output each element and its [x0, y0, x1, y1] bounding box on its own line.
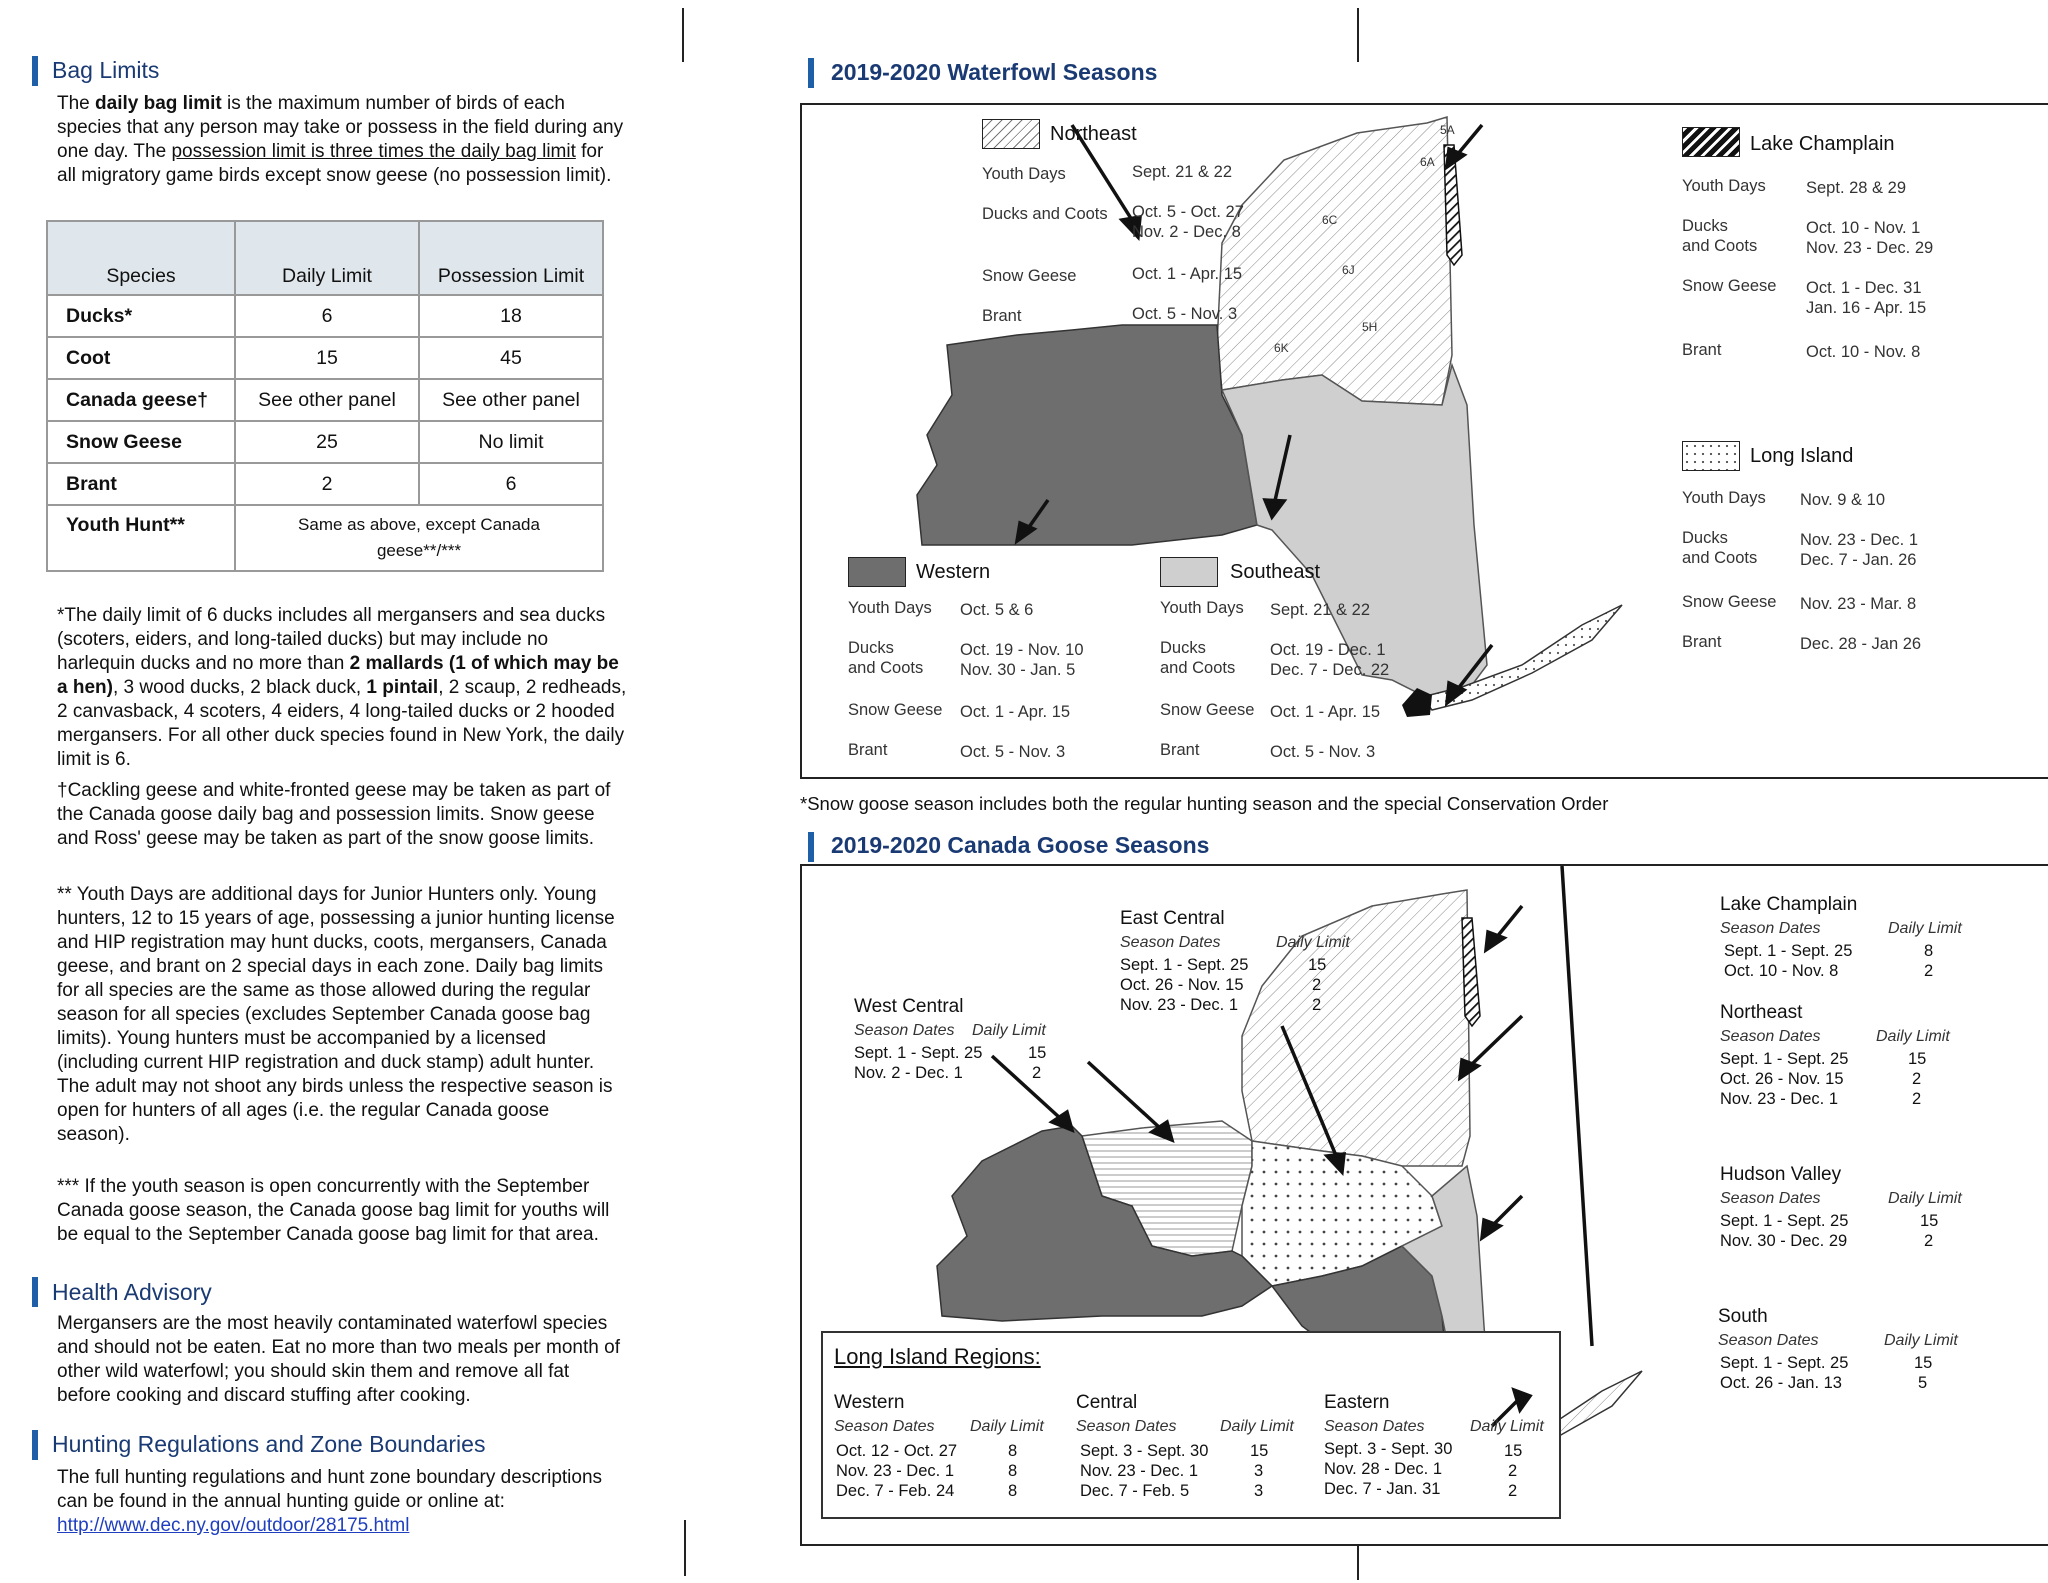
- ne-dates: Sept. 1 - Sept. 25: [1720, 1050, 1849, 1068]
- regs-paragraph: The full hunting regulations and hunt zone boundary descriptions can be found in the annual hunting guide or online at:: [57, 1467, 603, 1512]
- intro-bold: daily bag limit: [95, 93, 222, 114]
- fn-text: †Cackling geese and white-fronted geese may be taken as part of the Canada goose daily bag and possession limits. Snow geese and Ross' geese may be taken as part of the snow goose limits.: [57, 780, 611, 849]
- wc-dates: Sept. 1 - Sept. 25: [854, 1044, 983, 1062]
- waterfowl-title: 2019-2020 Waterfowl Seasons: [831, 59, 1158, 85]
- lake-champlain-swatch: [1682, 127, 1740, 157]
- li-c-limit: 15: [1250, 1442, 1269, 1460]
- li-e-dates: Sept. 3 - Sept. 30: [1324, 1440, 1453, 1458]
- lc-dates: Oct. 10 - Nov. 8: [1724, 962, 1839, 980]
- wc-limit: 2: [1032, 1064, 1042, 1082]
- goose-map: [800, 864, 2048, 1546]
- table-header: Species: [47, 221, 235, 295]
- species-cell: Canada geese†: [47, 379, 235, 421]
- li-e-dates: Dec. 7 - Jan. 31: [1324, 1480, 1441, 1498]
- ec-limit: 15: [1308, 956, 1327, 974]
- legend-label: Youth Days: [848, 599, 932, 617]
- col-limit-label: Daily Limit: [1876, 1028, 1950, 1045]
- legend-label: Youth Days: [982, 165, 1066, 183]
- western-legend-title: Western: [916, 561, 991, 583]
- footnote-september: [57, 1175, 627, 1247]
- fn-text: , 2 scaup, 2 redheads, 2 canvasback, 4 scoters, 4 eiders, 4 long-tailed ducks or 2 hooded mergansers. For all other duck species found in New York, the daily limit is 6.: [57, 677, 627, 770]
- bag-limits-intro: [57, 92, 627, 188]
- legend-label: and Coots: [848, 659, 924, 677]
- table-header-row: [47, 221, 603, 295]
- li-central-title: Central: [1076, 1392, 1138, 1413]
- legend-value: Dec. 7 - Dec. 22: [1270, 661, 1390, 679]
- waterfowl-map: [800, 103, 2048, 779]
- legend-value: Nov. 23 - Dec. 1: [1800, 531, 1918, 549]
- hudson-valley-title: Hudson Valley: [1720, 1164, 1842, 1185]
- wc-limit: 15: [1028, 1044, 1047, 1062]
- hv-dates: Nov. 30 - Dec. 29: [1720, 1232, 1848, 1250]
- li-w-limit: 8: [1008, 1442, 1018, 1460]
- regs-link[interactable]: http://www.dec.ny.gov/outdoor/28175.html: [57, 1515, 410, 1536]
- table-row: [47, 421, 603, 463]
- fn-bold: 2 mallards (1 of which may be a hen): [57, 653, 619, 698]
- li-e-limit: 2: [1508, 1462, 1518, 1480]
- legend-value: Oct. 5 - Nov. 3: [960, 743, 1066, 761]
- legend-label: Brant: [1682, 341, 1722, 359]
- waterfowl-bar: [808, 58, 814, 88]
- legend-label: Youth Days: [1160, 599, 1244, 617]
- ec-dates: Oct. 26 - Nov. 15: [1120, 976, 1244, 994]
- legend-label: Snow Geese: [848, 701, 943, 719]
- northeast-swatch: [982, 119, 1040, 149]
- west-central-title: West Central: [854, 996, 964, 1017]
- southeast-legend-title: Southeast: [1230, 561, 1321, 583]
- lc-limit: 2: [1924, 962, 1934, 980]
- legend-value: Oct. 5 - Nov. 3: [1270, 743, 1376, 761]
- possession-cell: No limit: [419, 421, 603, 463]
- fn-bold: 1 pintail: [366, 677, 439, 698]
- legend-value: Oct. 5 - Oct. 27: [1132, 203, 1244, 221]
- regs-text: [57, 1466, 627, 1538]
- legend-label: and Coots: [1682, 549, 1758, 567]
- col-dates-label: Season Dates: [1718, 1332, 1819, 1349]
- south-title: South: [1718, 1306, 1768, 1327]
- legend-label: Ducks: [1682, 529, 1728, 547]
- table-header: Possession Limit: [419, 221, 603, 295]
- col-limit-label: Daily Limit: [1470, 1418, 1544, 1435]
- ne-limit: 15: [1908, 1050, 1927, 1068]
- legend-label: Ducks and Coots: [982, 205, 1108, 223]
- long-island-legend-title: Long Island: [1750, 445, 1854, 467]
- li-eastern-title: Eastern: [1324, 1392, 1390, 1413]
- legend-label: Snow Geese: [1682, 277, 1777, 295]
- legend-value: Sept. 28 & 29: [1806, 179, 1906, 197]
- legend-value: Sept. 21 & 22: [1132, 163, 1232, 181]
- col-limit-label: Daily Limit: [970, 1418, 1044, 1435]
- possession-cell: 18: [419, 295, 603, 337]
- legend-label: and Coots: [1160, 659, 1236, 677]
- legend-value: Oct. 19 - Nov. 10: [960, 641, 1084, 659]
- daily-cell: See other panel: [235, 379, 419, 421]
- ec-dates: Sept. 1 - Sept. 25: [1120, 956, 1249, 974]
- bag-limits-table: [46, 220, 604, 572]
- legend-label: and Coots: [1682, 237, 1758, 255]
- footnote-cackling: [57, 779, 627, 851]
- fn-text: *The daily limit of 6 ducks includes all mergansers and sea ducks (scoters, eiders, and long-tailed ducks) but may include no harlequin ducks and no more than: [57, 605, 606, 674]
- hv-dates: Sept. 1 - Sept. 25: [1720, 1212, 1849, 1230]
- bag-limits-title: Bag Limits: [52, 57, 160, 83]
- col-dates-label: Season Dates: [1720, 1190, 1821, 1207]
- daily-cell: 25: [235, 421, 419, 463]
- species-cell: Brant: [47, 463, 235, 505]
- zone-code: 5H: [1362, 320, 1378, 334]
- legend-value: Dec. 7 - Jan. 26: [1800, 551, 1917, 569]
- hv-limit: 2: [1924, 1232, 1934, 1250]
- col-dates-label: Season Dates: [1120, 934, 1221, 951]
- northeast-legend-title: Northeast: [1050, 123, 1137, 145]
- legend-value: Dec. 28 - Jan 26: [1800, 635, 1922, 653]
- li-c-dates: Nov. 23 - Dec. 1: [1080, 1462, 1198, 1480]
- daily-cell: 2: [235, 463, 419, 505]
- li-c-dates: Dec. 7 - Feb. 5: [1080, 1482, 1190, 1500]
- fold-mark-top-left: [682, 8, 684, 62]
- ec-limit: 2: [1312, 996, 1322, 1014]
- south-dates: Sept. 1 - Sept. 25: [1720, 1354, 1849, 1372]
- col-dates-label: Season Dates: [854, 1022, 955, 1039]
- daily-cell: 15: [235, 337, 419, 379]
- table-row: [47, 379, 603, 421]
- goose-zone-northeast: [1242, 890, 1470, 1166]
- long-island-regions-title: Long Island Regions:: [834, 1344, 1041, 1369]
- col-dates-label: Season Dates: [1720, 920, 1821, 937]
- li-e-limit: 2: [1508, 1482, 1518, 1500]
- col-limit-label: Daily Limit: [1276, 934, 1350, 951]
- possession-cell: 45: [419, 337, 603, 379]
- legend-value: Jan. 16 - Apr. 15: [1806, 299, 1927, 317]
- zone-northeast: [1217, 117, 1452, 405]
- li-c-dates: Sept. 3 - Sept. 30: [1080, 1442, 1209, 1460]
- col-limit-label: Daily Limit: [1888, 920, 1962, 937]
- legend-label: Brant: [1160, 741, 1200, 759]
- legend-value: Oct. 19 - Dec. 1: [1270, 641, 1386, 659]
- col-dates-label: Season Dates: [1720, 1028, 1821, 1045]
- species-cell: Youth Hunt**: [47, 505, 235, 571]
- species-cell: Ducks*: [47, 295, 235, 337]
- zone-code: 6J: [1342, 263, 1355, 277]
- li-w-limit: 8: [1008, 1482, 1018, 1500]
- li-e-dates: Nov. 28 - Dec. 1: [1324, 1460, 1442, 1478]
- lc-dates: Sept. 1 - Sept. 25: [1724, 942, 1853, 960]
- fn-text: ** Youth Days are additional days for Junior Hunters only. Young hunters, 12 to 15 years of age, possessing a junior hunting license and HIP registration may hunt ducks, coots, mergansers, Canada geese, and brant on 2 special days in each zone. Daily bag limits for all species are the same as those allowed during the regular season for all species (excludes September Canada goose bag limits). Young hunters must be accompanied by a licensed (including current HIP registration and duck stamp) adult hunter. The adult may not shoot any birds unless the respective season is open for hunters of all ages (i.e. the regular Canada goose season).: [57, 884, 615, 1145]
- legend-label: Brant: [982, 307, 1022, 325]
- legend-label: Snow Geese: [982, 267, 1077, 285]
- legend-value: Nov. 9 & 10: [1800, 491, 1885, 509]
- fn-text: , 3 wood ducks, 2 black duck,: [112, 677, 367, 698]
- bag-limits-bar: [32, 56, 38, 86]
- legend-label: Brant: [1682, 633, 1722, 651]
- fold-mark-top-right: [1357, 8, 1359, 62]
- goose-zone-lake-champlain: [1462, 918, 1480, 1026]
- intro-text: is the maximum number of birds of each species that any person may take or possess in the field during any one day. The: [57, 93, 624, 162]
- health-paragraph: Mergansers are the most heavily contaminated waterfowl species and should not be eaten. Eat no more than two meals per month of other wild waterfowl; you should skin them and remove all fat before cooking and discard stuffing after cooking.: [57, 1313, 620, 1406]
- south-limit: 15: [1914, 1354, 1933, 1372]
- ne-dates: Oct. 26 - Nov. 15: [1720, 1070, 1844, 1088]
- goose-title: 2019-2020 Canada Goose Seasons: [831, 832, 1210, 858]
- goose-northeast-title: Northeast: [1720, 1002, 1803, 1023]
- regs-title: Hunting Regulations and Zone Boundaries: [52, 1431, 486, 1457]
- ne-limit: 2: [1912, 1070, 1922, 1088]
- legend-value: Sept. 21 & 22: [1270, 601, 1370, 619]
- south-limit: 5: [1918, 1374, 1928, 1392]
- intro-text: The: [57, 93, 96, 114]
- legend-label: Youth Days: [1682, 489, 1766, 507]
- legend-label: Youth Days: [1682, 177, 1766, 195]
- legend-label: Ducks: [1160, 639, 1206, 657]
- li-w-dates: Dec. 7 - Feb. 24: [836, 1482, 955, 1500]
- li-w-limit: 8: [1008, 1462, 1018, 1480]
- fold-mark-bottom-left: [684, 1520, 686, 1576]
- species-cell: Snow Geese: [47, 421, 235, 463]
- fn-text: *** If the youth season is open concurrently with the September Canada goose season, the Canada goose bag limit for youths will be equal to the September Canada goose bag limit for that area.: [57, 1176, 610, 1245]
- col-limit-label: Daily Limit: [972, 1022, 1046, 1039]
- legend-label: Ducks: [1682, 217, 1728, 235]
- li-c-limit: 3: [1254, 1462, 1264, 1480]
- footnote-youth: [57, 883, 627, 1147]
- li-w-dates: Nov. 23 - Dec. 1: [836, 1462, 954, 1480]
- possession-cell: See other panel: [419, 379, 603, 421]
- legend-label: Ducks: [848, 639, 894, 657]
- zone-code: 6K: [1274, 341, 1289, 355]
- col-dates-label: Season Dates: [1076, 1418, 1177, 1435]
- lc-limit: 8: [1924, 942, 1934, 960]
- daily-cell: 6: [235, 295, 419, 337]
- li-e-limit: 15: [1504, 1442, 1523, 1460]
- hv-limit: 15: [1920, 1212, 1939, 1230]
- long-island-swatch: [1682, 441, 1740, 471]
- health-bar: [32, 1277, 38, 1307]
- legend-label: Snow Geese: [1160, 701, 1255, 719]
- li-western-title: Western: [834, 1392, 905, 1413]
- legend-value: Oct. 10 - Nov. 1: [1806, 219, 1921, 237]
- footnote-ducks: [57, 604, 627, 772]
- lake-champlain-legend-title: Lake Champlain: [1750, 133, 1895, 155]
- table-row: [47, 295, 603, 337]
- legend-label: Brant: [848, 741, 888, 759]
- youth-cell: Same as above, except Canada geese**/***: [235, 505, 603, 571]
- species-cell: Coot: [47, 337, 235, 379]
- table-row: [47, 337, 603, 379]
- legend-value: Oct. 1 - Apr. 15: [1270, 703, 1381, 721]
- intro-text: for all migratory game birds except snow geese (no possession limit).: [57, 141, 612, 186]
- possession-cell: 6: [419, 463, 603, 505]
- col-dates-label: Season Dates: [1324, 1418, 1425, 1435]
- southeast-swatch: [1160, 557, 1218, 587]
- legend-label: Snow Geese: [1682, 593, 1777, 611]
- li-w-dates: Oct. 12 - Oct. 27: [836, 1442, 958, 1460]
- south-dates: Oct. 26 - Jan. 13: [1720, 1374, 1842, 1392]
- zone-western: [917, 325, 1257, 545]
- legend-value: Oct. 1 - Dec. 31: [1806, 279, 1922, 297]
- col-limit-label: Daily Limit: [1884, 1332, 1958, 1349]
- col-limit-label: Daily Limit: [1888, 1190, 1962, 1207]
- east-central-title: East Central: [1120, 908, 1225, 929]
- health-text: [57, 1312, 627, 1408]
- wc-dates: Nov. 2 - Dec. 1: [854, 1064, 963, 1082]
- legend-value: Nov. 30 - Jan. 5: [960, 661, 1076, 679]
- zone-code: 6C: [1322, 213, 1338, 227]
- table-row: [47, 505, 603, 571]
- snow-goose-footnote: *Snow goose season includes both the regular hunting season and the special Conservation Order: [800, 793, 1609, 814]
- ne-limit: 2: [1912, 1090, 1922, 1108]
- li-c-limit: 3: [1254, 1482, 1264, 1500]
- legend-value: Oct. 5 & 6: [960, 601, 1034, 619]
- legend-value: Nov. 2 - Dec. 8: [1132, 223, 1241, 241]
- legend-value: Oct. 1 - Apr. 15: [1132, 265, 1243, 283]
- col-limit-label: Daily Limit: [1220, 1418, 1294, 1435]
- ec-limit: 2: [1312, 976, 1322, 994]
- intro-underline: possession limit is three times the daily bag limit: [171, 141, 576, 162]
- regs-bar: [32, 1430, 38, 1460]
- legend-value: Nov. 23 - Mar. 8: [1800, 595, 1917, 613]
- goose-bar: [808, 832, 814, 862]
- legend-value: Oct. 10 - Nov. 8: [1806, 343, 1921, 361]
- table-header: Daily Limit: [235, 221, 419, 295]
- legend-value: Oct. 1 - Apr. 15: [960, 703, 1071, 721]
- legend-value: Nov. 23 - Dec. 29: [1806, 239, 1934, 257]
- zone-code: 5A: [1440, 123, 1455, 137]
- goose-lake-champlain-title: Lake Champlain: [1720, 894, 1858, 915]
- table-row: [47, 463, 603, 505]
- western-swatch: [848, 557, 906, 587]
- legend-value: Oct. 5 - Nov. 3: [1132, 305, 1238, 323]
- ec-dates: Nov. 23 - Dec. 1: [1120, 996, 1238, 1014]
- fold-mark-bottom-right: [1357, 1540, 1359, 1580]
- zone-code: 6A: [1420, 155, 1435, 169]
- col-dates-label: Season Dates: [834, 1418, 935, 1435]
- health-title: Health Advisory: [52, 1279, 212, 1305]
- ne-dates: Nov. 23 - Dec. 1: [1720, 1090, 1838, 1108]
